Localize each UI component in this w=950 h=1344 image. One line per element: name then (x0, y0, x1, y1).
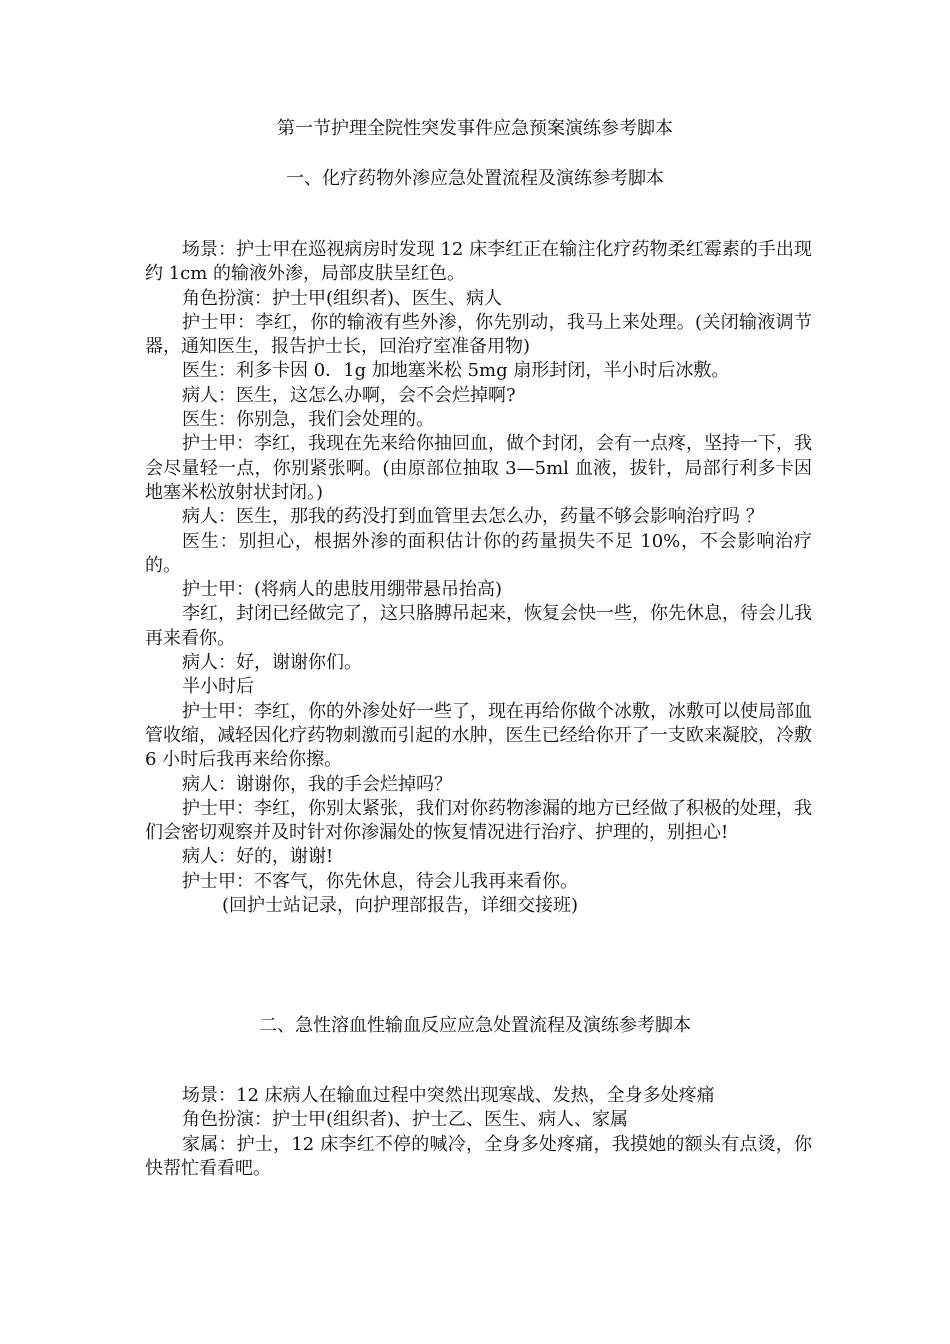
main-title: 第一节护理全院性突发事件应急预案演练参考脚本 (277, 118, 673, 139)
paragraph: 护士甲：不客气，你先休息，待会儿我再来看你。 (182, 870, 578, 892)
paragraph: 护士甲：(将病人的患肢用绷带悬吊抬高) (182, 579, 503, 601)
paragraph: 家属：护士，12 床李红不停的喊冷，全身多处疼痛，我摸她的额头有点烫，你快帮忙看看吧。 (145, 1133, 812, 1179)
paragraph: 护士甲：李红，你的外渗处好一些了，现在再给你做个冰敷，冰敷可以使局部血管收缩，减轻因化疗药物刺激而引起的水肿，医生已经给你开了一支欧来凝胶，冷敷 6 小时后我再来给你擦。 (145, 700, 812, 771)
paragraph: 病人：医生，那我的药没打到血管里去怎么办，药量不够会影响治疗吗 ？ (182, 506, 764, 528)
section1-body (145, 238, 812, 918)
section1-heading: 一、化疗药物外渗应急处置流程及演练参考脚本 (286, 168, 664, 189)
paragraph: 医生：利多卡因 0．1g 加地塞米松 5mg 扇形封闭，半小时后冰敷。 (182, 360, 730, 382)
paragraph: 病人：好，谢谢你们。 (182, 652, 362, 674)
section2-heading: 二、急性溶血性输血反应应急处置流程及演练参考脚本 (259, 1015, 691, 1036)
paragraph: 角色扮演：护士甲(组织者)、医生、病人 (182, 287, 503, 309)
paragraph: 医生：你别急，我们会处理的。 (182, 409, 434, 431)
paragraph: 李红，封闭已经做完了，这只胳膊吊起来，恢复会快一些，你先休息，待会儿我再来看你。 (145, 603, 812, 649)
section2-body (145, 1084, 812, 1181)
paragraph: 场景：12 床病人在输血过程中突然出现寒战、发热，全身多处疼痛 (182, 1085, 715, 1106)
paragraph: 护士甲：李红，你的输液有些外渗，你先别动，我马上来处理。(关闭输液调节器，通知医生，报告护士长，回治疗室准备用物) (145, 311, 812, 358)
paragraph: 场景：护士甲在巡视病房时发现 12 床李红正在输注化疗药物柔红霉素的手出现约 1cm 的输液外渗，局部皮肤呈红色。 (145, 239, 812, 285)
paragraph: 护士甲：李红，我现在先来给你抽回血，做个封闭，会有一点疼，坚持一下，我会尽量轻一点，你别紧张啊。(由原部位抽取 3—5ml 血液，拔针，局部行利多卡因地塞米松放射状封闭。) (145, 433, 812, 503)
paragraph: 病人：好的，谢谢! (182, 846, 334, 868)
paragraph: 半小时后 (182, 676, 254, 698)
paragraph: 病人：医生，这怎么办啊，会不会烂掉啊? (182, 384, 516, 406)
closing-note: (回护士站记录，向护理部报告，详细交接班) (222, 895, 579, 917)
paragraph: 护士甲：李红，你别太紧张，我们对你药物渗漏的地方已经做了积极的处理，我们会密切观察并及时针对你渗漏处的恢复情况进行治疗、护理的，别担心! (145, 797, 812, 844)
paragraph: 医生：别担心，根据外渗的面积估计你的药量损失不足 10%，不会影响治疗的。 (145, 530, 812, 576)
paragraph: 病人：谢谢你，我的手会烂掉吗？ (182, 773, 452, 795)
paragraph: 角色扮演：护士甲(组织者)、护士乙、医生、病人、家属 (182, 1109, 629, 1131)
